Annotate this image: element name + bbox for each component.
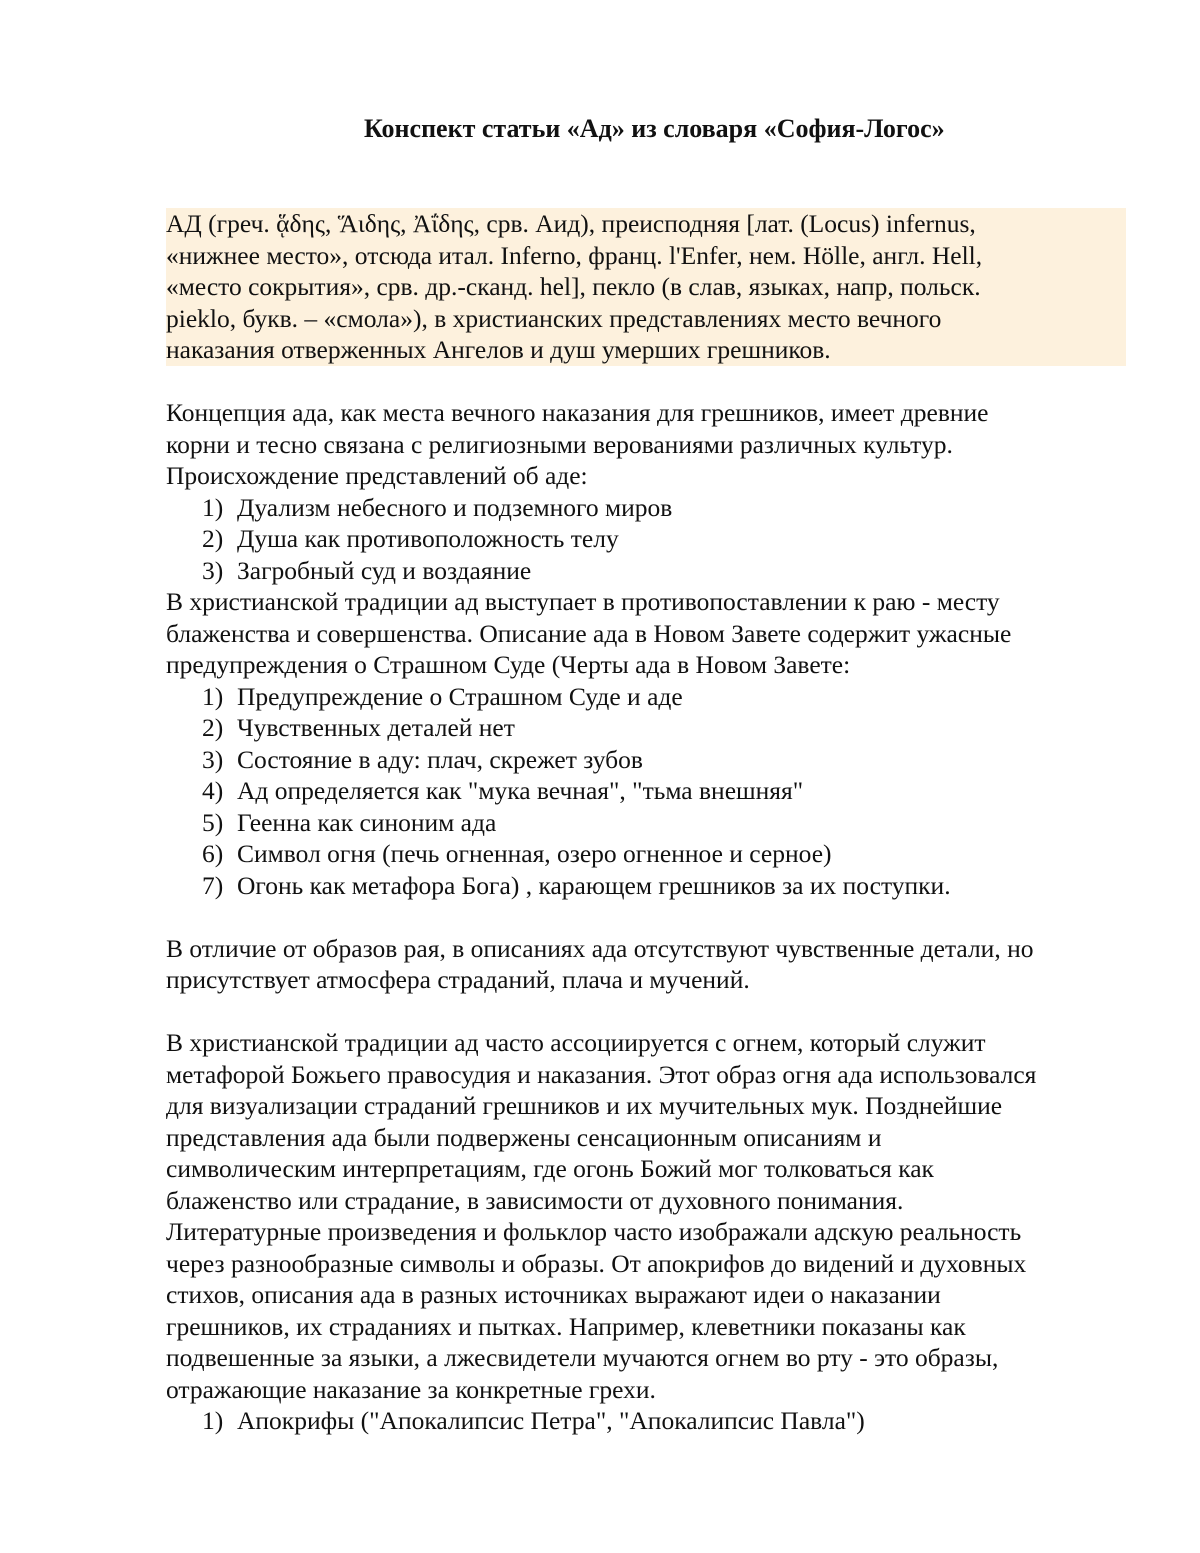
christian-line: В христианской традиции ад выступает в противопоставлении к раю - месту <box>166 587 1000 616</box>
paragraph-gap <box>166 996 1126 1028</box>
list-text: Загробный суд и воздаяние <box>237 555 532 585</box>
concept-line: Происхождение представлений об аде: <box>166 461 588 490</box>
list-text: Чувственных деталей нет <box>237 713 515 742</box>
list-number: 1) <box>202 681 224 711</box>
list-text: Душа как противоположность телу <box>237 524 619 553</box>
list-item <box>166 1405 1126 1437</box>
list-text: Огонь как метафора Бога) , карающем грешников за их поступки. <box>237 870 951 900</box>
list-item <box>166 807 1126 839</box>
list-text: Ад определяется как "мука вечная", "тьма внешняя" <box>237 776 804 805</box>
intro-line: pieklo, букв. – «смола»), в христианских представлениях место вечного <box>166 303 942 333</box>
list-item <box>166 523 1126 555</box>
concept-paragraph <box>166 397 1126 492</box>
intro-line: наказания отверженных Ангелов и душ умерших грешников. <box>166 335 831 364</box>
sources-list <box>166 1405 1126 1437</box>
fire-paragraph <box>166 1027 1126 1405</box>
christian-line: блаженства и совершенства. Описание ада в Новом Завете содержит ужасные <box>166 618 1012 648</box>
list-number: 6) <box>202 839 224 868</box>
list-number: 7) <box>202 870 224 900</box>
list-item <box>166 870 1126 902</box>
fire-line: В христианской традиции ад часто ассоциируется с огнем, который служит <box>166 1028 986 1057</box>
fire-line: отражающие наказание за конкретные грехи. <box>166 1374 656 1404</box>
fire-line: блаженство или страдание, в зависимости от духовного понимания. <box>166 1185 904 1215</box>
list-number: 5) <box>202 807 224 837</box>
paragraph-gap <box>166 366 1126 398</box>
christian-paragraph <box>166 586 1126 681</box>
list-number: 2) <box>202 713 224 742</box>
list-item <box>166 681 1126 713</box>
intro-line: АД (греч. ᾅδης, Ἅιδης, Ἀΐδης, срв. Аид), преисподняя [лат. (Locus) infernus, <box>166 209 976 238</box>
christian-line: предупреждения о Страшном Суде (Черты ада в Новом Завете: <box>166 650 851 679</box>
list-item <box>166 712 1126 744</box>
contrast-line: присутствует атмосфера страданий, плача и мучений. <box>166 965 750 994</box>
list-text: Символ огня (печь огненная, озеро огненное и серное) <box>237 839 832 868</box>
list-text: Апокрифы ("Апокалипсис Петра", "Апокалипсис Павла") <box>237 1406 865 1435</box>
fire-line: грешников, их страданиях и пытках. Например, клеветники показаны как <box>166 1311 966 1341</box>
concept-line: Концепция ада, как места вечного наказания для грешников, имеет древние <box>166 398 989 427</box>
list-text: Предупреждение о Страшном Суде и аде <box>237 681 683 711</box>
list-text: Дуализм небесного и подземного миров <box>237 492 673 522</box>
origins-list <box>166 492 1126 587</box>
fire-line: символическим интерпретациям, где огонь Божий мог толковаться как <box>166 1154 934 1183</box>
list-item <box>166 555 1126 587</box>
list-number: 3) <box>202 555 224 585</box>
list-item <box>166 775 1126 807</box>
list-text: Состояние в аду: плач, скрежет зубов <box>237 744 643 774</box>
paragraph-gap <box>166 901 1126 933</box>
contrast-paragraph <box>166 933 1126 996</box>
fire-line: метафорой Божьего правосудия и наказания. Этот образ огня ада использовался <box>166 1059 1037 1089</box>
fire-line: через разнообразные символы и образы. От апокрифов до видений и духовных <box>166 1248 1027 1278</box>
intro-paragraph <box>166 208 1126 366</box>
list-number: 4) <box>202 776 224 805</box>
fire-line: представления ада были подвержены сенсационным описаниям и <box>166 1122 882 1152</box>
list-item <box>166 744 1126 776</box>
intro-line: «место сокрытия», срв. др.-сканд. hel], пекло (в слав, языках, напр, польск. <box>166 272 981 301</box>
list-number: 3) <box>202 744 224 774</box>
features-list <box>166 681 1126 902</box>
fire-line: для визуализации страданий грешников и их мучительных мук. Позднейшие <box>166 1091 1003 1120</box>
list-number: 1) <box>202 492 224 522</box>
document-body <box>166 208 1126 1437</box>
list-item <box>166 492 1126 524</box>
fire-line: стихов, описания ада в разных источниках выражают идеи о наказании <box>166 1280 941 1309</box>
list-number: 1) <box>202 1406 224 1435</box>
intro-line: «нижнее место», отсюда итал. Inferno, франц. l'Enfer, нем. Hölle, англ. Hell, <box>166 240 983 270</box>
list-text: Геенна как синоним ада <box>237 807 497 837</box>
list-item <box>166 838 1126 870</box>
list-number: 2) <box>202 524 224 553</box>
contrast-line: В отличие от образов рая, в описаниях ада отсутствуют чувственные детали, но <box>166 933 1034 963</box>
document-title: Конспект статьи «Ад» из словаря «София-Логос» <box>364 114 945 143</box>
concept-line: корни и тесно связана с религиозными верованиями различных культур. <box>166 429 953 459</box>
fire-line: Литературные произведения и фольклор часто изображали адскую реальность <box>166 1217 1022 1246</box>
fire-line: подвешенные за языки, а лжесвидетели мучаются огнем во рту - это образы, <box>166 1343 999 1372</box>
